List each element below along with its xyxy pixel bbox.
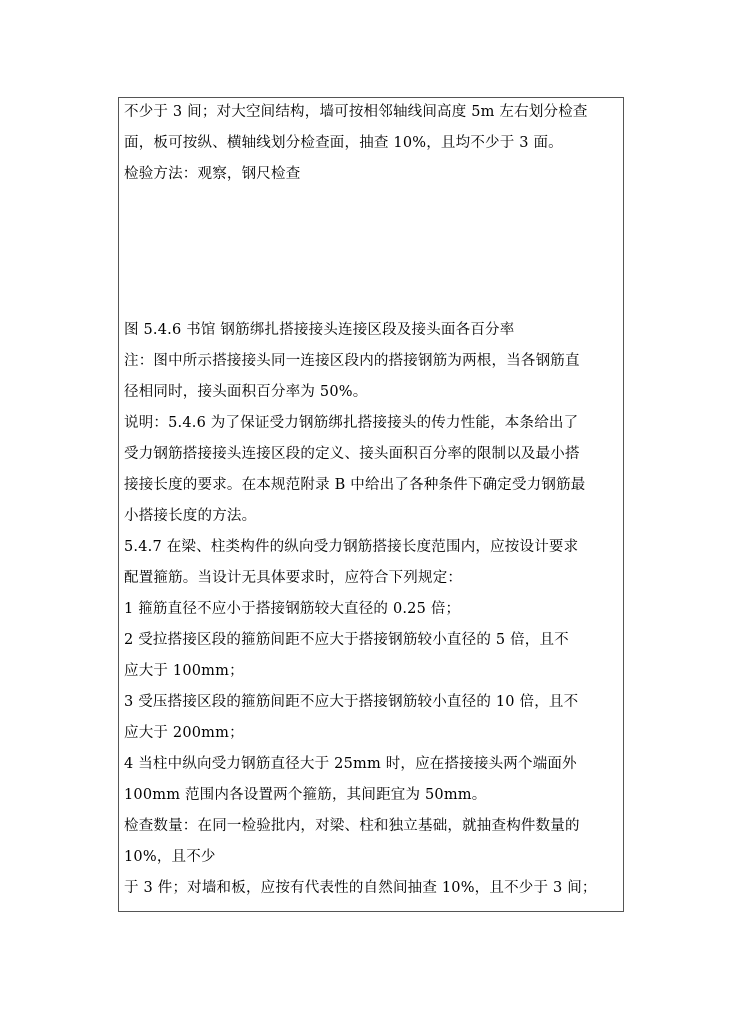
text-line: 面，板可按纵、横轴线划分检查面，抽查 10%，且均不少于 3 面。 <box>124 135 563 151</box>
text-line: 10%，且不少 <box>124 849 216 865</box>
text-line: 注：图中所示搭接接头同一连接区段内的搭接钢筋为两根，当各钢筋直 <box>124 353 580 369</box>
figure-placeholder-area <box>124 198 617 310</box>
text-line: 于 3 件；对墙和板，应按有代表性的自然间抽查 10%，且不少于 3 间； <box>124 880 597 896</box>
text-line: 受力钢筋搭接接头连接区段的定义、接头面积百分率的限制以及最小搭 <box>124 446 580 462</box>
text-line: 4 当柱中纵向受力钢筋直径大于 25mm 时，应在搭接接头两个端面外 <box>124 756 577 772</box>
figure-caption: 图 5.4.6 书馆 钢筋绑扎搭接接头连接区段及接头面各百分率 <box>124 322 515 338</box>
text-line: 配置箍筋。当设计无具体要求时，应符合下列规定： <box>124 570 463 586</box>
text-line: 100mm 范围内各设置两个箍筋，其间距宜为 50mm。 <box>124 787 487 803</box>
text-line: 不少于 3 间；对大空间结构，墙可按相邻轴线间高度 5m 左右划分检查 <box>124 104 588 120</box>
text-line: 接接长度的要求。在本规范附录 B 中给出了各种条件下确定受力钢筋最 <box>124 477 586 493</box>
document-table-frame <box>118 97 624 912</box>
text-line: 检查数量：在同一检验批内，对梁、柱和独立基础，就抽查构件数量的 <box>124 818 580 834</box>
text-line: 检验方法：观察，钢尺检查 <box>124 166 301 182</box>
text-line: 小搭接长度的方法。 <box>124 508 257 524</box>
text-line: 2 受拉搭接区段的箍筋间距不应大于搭接钢筋较小直径的 5 倍，且不 <box>124 632 569 648</box>
document-table-cell <box>124 98 617 911</box>
text-line: 应大于 100mm； <box>124 663 244 679</box>
text-line: 径相同时，接头面积百分率为 50%。 <box>124 384 368 400</box>
text-line: 3 受压搭接区段的箍筋间距不应大于搭接钢筋较小直径的 10 倍，且不 <box>124 694 579 710</box>
text-line: 应大于 200mm； <box>124 725 244 741</box>
text-line: 说明：5.4.6 为了保证受力钢筋绑扎搭接接头的传力性能，本条给出了 <box>124 415 579 431</box>
text-line: 1 箍筋直径不应小于搭接钢筋较大直径的 0.25 倍； <box>124 601 461 617</box>
text-line: 5.4.7 在梁、柱类构件的纵向受力钢筋搭接长度范围内，应按设计要求 <box>124 539 579 555</box>
